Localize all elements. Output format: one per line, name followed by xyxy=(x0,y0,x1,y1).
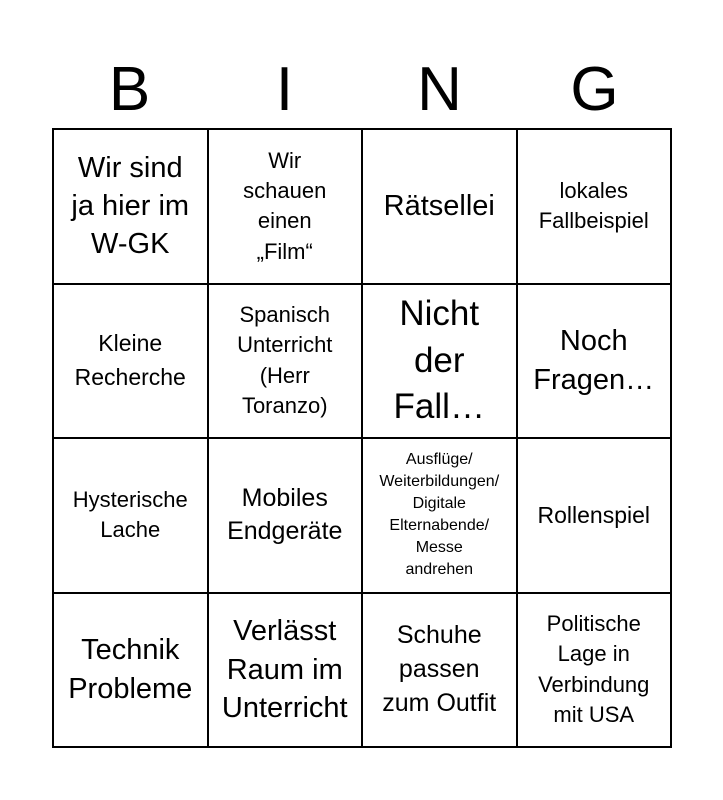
header-letter-g: G xyxy=(570,55,619,124)
cell-text: Rätsellei xyxy=(383,190,495,223)
cell-text: Mobiles Endgeräte xyxy=(227,483,343,546)
cell-text: lokales Fallbeispiel xyxy=(538,177,649,234)
cell-text: Spanisch Unterricht (Herr Toranzo) xyxy=(237,302,333,419)
header-letter-i: I xyxy=(275,55,294,124)
cell-text: Rollenspiel xyxy=(537,501,650,528)
bingo-cell[interactable] xyxy=(54,130,209,285)
bingo-header xyxy=(52,52,672,128)
bingo-cell[interactable] xyxy=(363,439,518,594)
cell-text: Kleine Recherche xyxy=(74,330,186,390)
bingo-cell[interactable] xyxy=(209,285,364,440)
bingo-cell[interactable] xyxy=(363,285,518,440)
cell-text: Schuhe passen zum Outfit xyxy=(382,621,497,717)
bingo-cell[interactable] xyxy=(54,285,209,440)
bingo-cell[interactable] xyxy=(209,130,364,285)
bingo-cell[interactable] xyxy=(54,439,209,594)
bingo-cell[interactable] xyxy=(363,130,518,285)
bingo-cell[interactable] xyxy=(518,594,673,749)
bingo-cell[interactable] xyxy=(209,594,364,749)
bingo-cell[interactable] xyxy=(518,439,673,594)
bingo-cell[interactable] xyxy=(363,594,518,749)
bingo-card-grid xyxy=(52,128,672,748)
cell-text: Nicht der Fall… xyxy=(393,294,485,426)
cell-text: Verlässt Raum im Unterricht xyxy=(221,615,348,724)
bingo-cell[interactable] xyxy=(518,130,673,285)
bingo-cell[interactable] xyxy=(54,594,209,749)
bingo-cell[interactable] xyxy=(209,439,364,594)
cell-text: Ausflüge/ Weiterbildungen/ Digitale Elternabende/ Messe andrehen xyxy=(379,451,500,579)
header-letter-b: B xyxy=(108,55,151,124)
cell-text: Wir sind ja hier im W-GK xyxy=(71,151,190,261)
cell-text: Wir schauen einen „Film“ xyxy=(243,147,327,264)
header-letter-n: N xyxy=(417,55,462,124)
cell-text: Technik Probleme xyxy=(68,634,193,705)
cell-text: Politische Lage in Verbindung mit USA xyxy=(538,611,650,728)
cell-text: Hysterische Lache xyxy=(72,486,188,543)
bingo-cell[interactable] xyxy=(518,285,673,440)
cell-text: Noch Fragen… xyxy=(533,325,655,396)
